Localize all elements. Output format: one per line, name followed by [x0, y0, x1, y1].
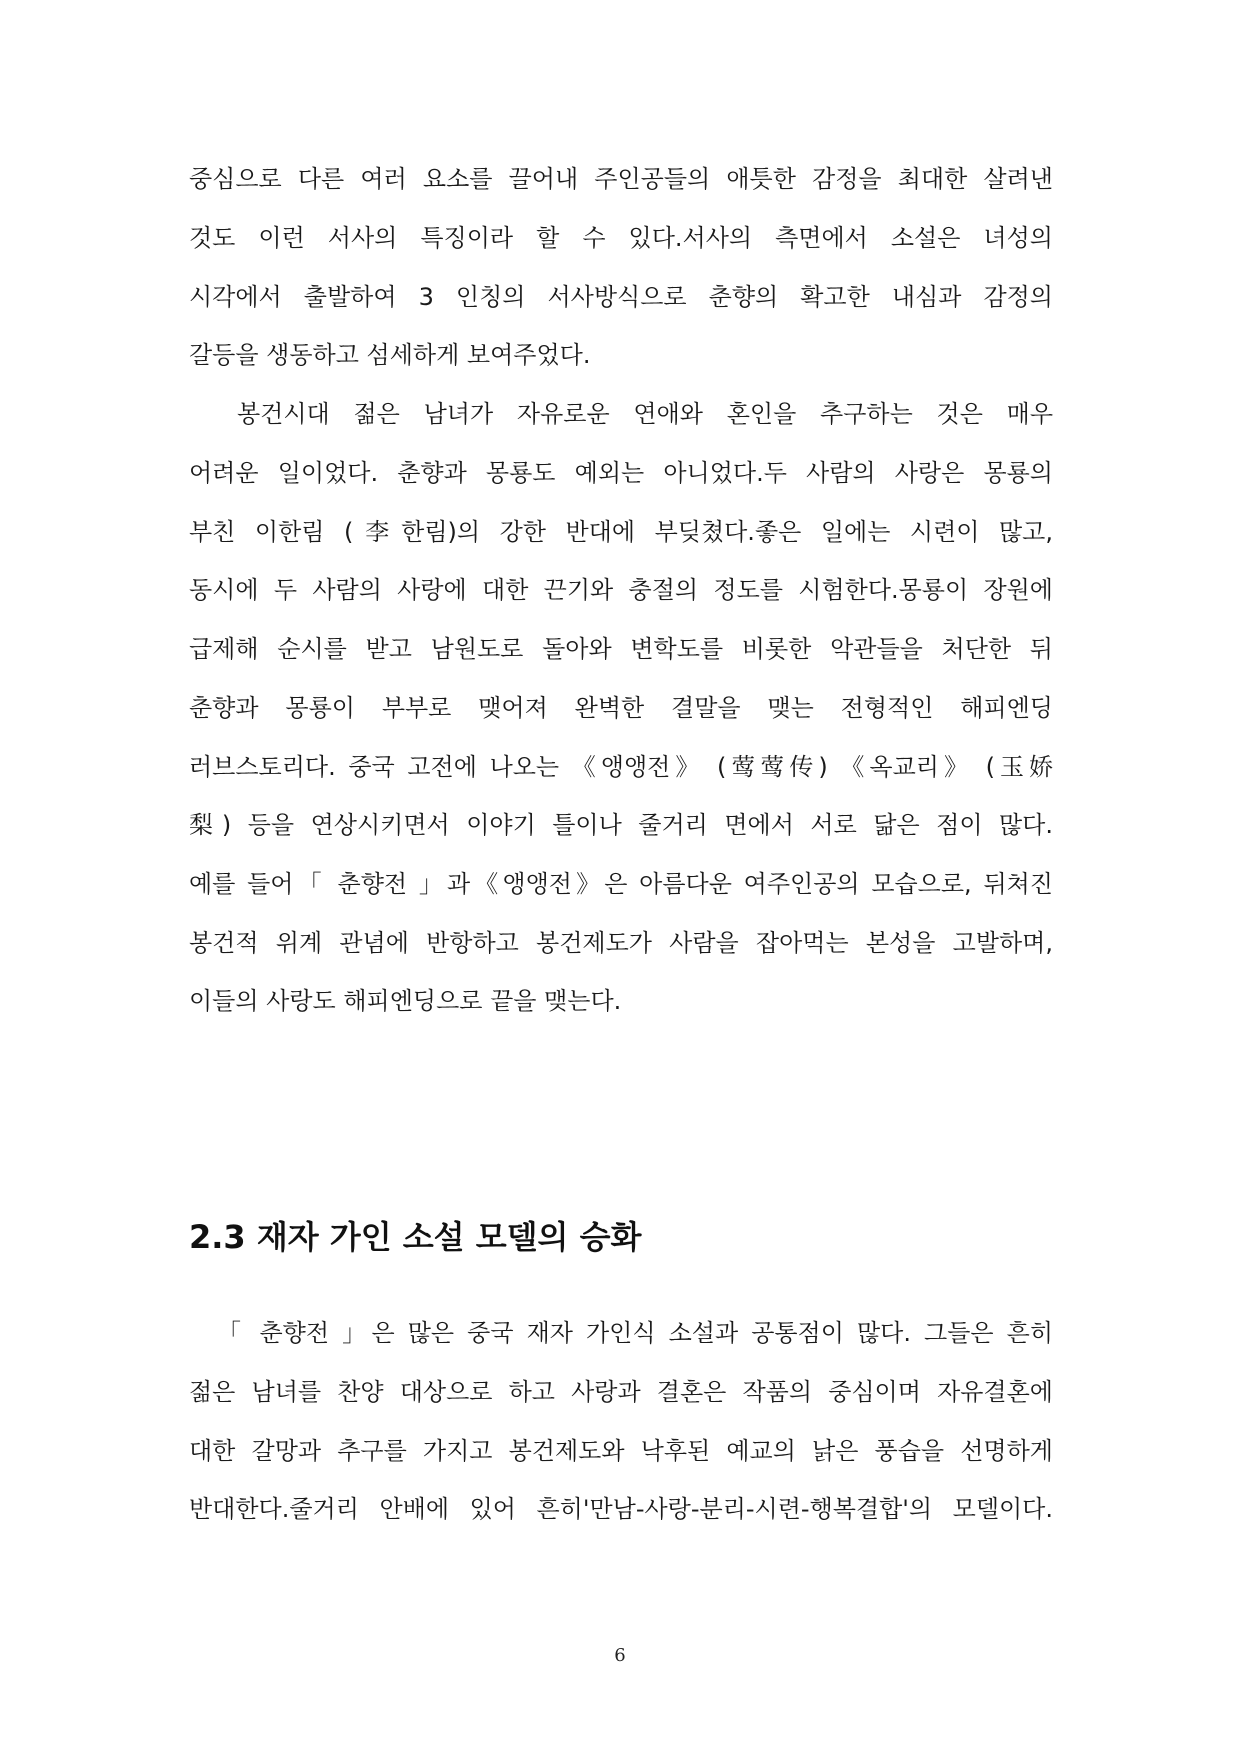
text-line: 춘향과 몽룡이 부부로 맺어져 완벽한 결말을 맺는 전형적인 해피엔딩 [189, 694, 1053, 722]
text-line: 젊은 남녀를 찬양 대상으로 하고 사랑과 결혼은 작품의 중심이며 자유결혼에 [189, 1378, 1053, 1406]
text-line: 반대한다.줄거리 안배에 있어 흔히'만남-사랑-분리-시련-행복결합'의 모델이다. [189, 1495, 1053, 1523]
text-line: 부친 이한림 (李한림)의 강한 반대에 부딪쳤다.좋은 일에는 시련이 많고, [189, 518, 1053, 546]
text-line: 러브스토리다. 중국 고전에 나오는 《앵앵전》 (莺莺传) 《옥교리》 (玉娇 [189, 753, 1053, 781]
text-line: 갈등을 생동하고 섬세하게 보여주었다. [189, 341, 591, 369]
text-line: 예를 들어「 춘향전 」과《앵앵전》은 아름다운 여주인공의 모습으로, 뒤쳐진 [189, 870, 1053, 898]
text-line: 것도 이런 서사의 특징이라 할 수 있다.서사의 측면에서 소설은 녀성의 [189, 224, 1053, 252]
text-line: 중심으로 다른 여러 요소를 끌어내 주인공들의 애틋한 감정을 최대한 살려낸 [189, 165, 1053, 193]
text-line: 급제해 순시를 받고 남원도로 돌아와 변학도를 비롯한 악관들을 처단한 뒤 [189, 635, 1053, 663]
text-line: 봉건적 위계 관념에 반항하고 봉건제도가 사람을 잡아먹는 본성을 고발하며, [189, 929, 1053, 957]
text-line: 어려운 일이었다. 춘향과 몽룡도 예외는 아니었다.두 사람의 사랑은 몽룡의 [189, 459, 1053, 487]
text-line: 梨) 등을 연상시키면서 이야기 틀이나 줄거리 면에서 서로 닮은 점이 많다. [189, 811, 1053, 839]
text-line: 대한 갈망과 추구를 가지고 봉건제도와 낙후된 예교의 낡은 풍습을 선명하게 [189, 1437, 1053, 1465]
text-line: 이들의 사랑도 해피엔딩으로 끝을 맺는다. [189, 987, 622, 1015]
text-line: 동시에 두 사람의 사랑에 대한 끈기와 충절의 정도를 시험한다.몽룡이 장원에 [189, 576, 1053, 604]
page-number: 6 [614, 1645, 626, 1666]
section-heading: 2.3 재자 가인 소설 모델의 승화 [189, 1218, 642, 1256]
text-line: 봉건시대 젊은 남녀가 자유로운 연애와 혼인을 추구하는 것은 매우 [237, 400, 1053, 428]
text-line: 시각에서 출발하여 3 인칭의 서사방식으로 춘향의 확고한 내심과 감정의 [189, 283, 1053, 311]
text-line: 「 춘향전 」은 많은 중국 재자 가인식 소설과 공통점이 많다. 그들은 흔히 [217, 1319, 1053, 1347]
